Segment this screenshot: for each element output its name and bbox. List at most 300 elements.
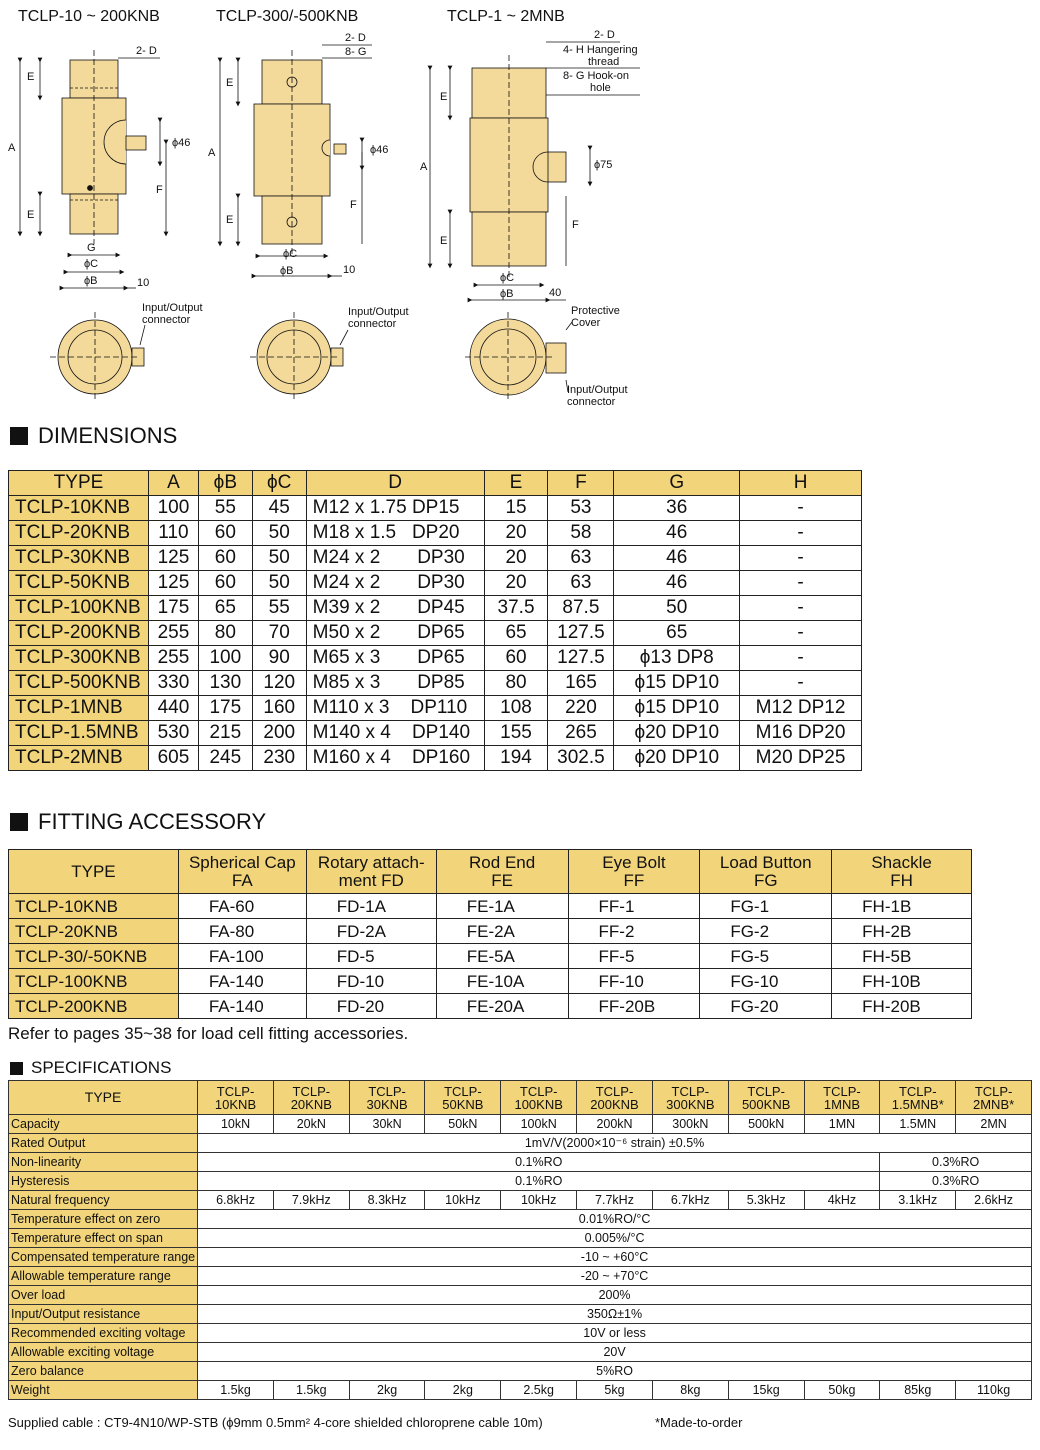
- spec-label-cell: Hysteresis: [9, 1172, 198, 1191]
- spec-label-cell: Natural frequency: [9, 1191, 198, 1210]
- fitting-note: Refer to pages 35~38 for load cell fitting accessories.: [8, 1024, 409, 1043]
- value-cell: 55: [252, 596, 306, 621]
- model-header-cell: TCLP- 20KNB: [273, 1081, 349, 1115]
- header-cell: Shackle FH: [832, 850, 972, 894]
- spec-value-cell: 110kg: [956, 1381, 1032, 1400]
- header-cell: F: [548, 471, 614, 496]
- specs-row: [9, 1229, 1032, 1248]
- specs-row: [9, 1324, 1032, 1343]
- spec-value-cell: 0.1%RO: [198, 1172, 880, 1191]
- type-cell: TCLP-100KNB: [9, 596, 149, 621]
- value-cell: FE-10A: [436, 969, 568, 994]
- value-cell: 50: [252, 546, 306, 571]
- value-cell: M16 DP20: [740, 721, 862, 746]
- value-cell: 200: [252, 721, 306, 746]
- value-cell: M140 x 4 DP140: [306, 721, 484, 746]
- value-cell: M12 DP12: [740, 696, 862, 721]
- spec-value-cell: 3.1kHz: [880, 1191, 956, 1210]
- value-cell: M24 x 2 DP30: [306, 546, 484, 571]
- type-cell: TCLP-100KNB: [9, 969, 179, 994]
- dim-label: E: [226, 214, 234, 226]
- header-cell: Eye Bolt FF: [568, 850, 700, 894]
- value-cell: 60: [198, 571, 252, 596]
- type-cell: TCLP-200KNB: [9, 994, 179, 1019]
- value-cell: FA-140: [178, 994, 306, 1019]
- fitting-row: [9, 994, 972, 1019]
- spec-value-cell: 1.5kg: [273, 1381, 349, 1400]
- value-cell: 160: [252, 696, 306, 721]
- dim-label: E: [440, 91, 448, 103]
- value-cell: 87.5: [548, 596, 614, 621]
- value-cell: M12 x 1.75 DP15: [306, 496, 484, 521]
- connector-label: Input/Output: [142, 302, 203, 314]
- value-cell: 80: [484, 671, 548, 696]
- value-cell: 100: [198, 646, 252, 671]
- technical-drawings: [0, 0, 1040, 420]
- value-cell: M50 x 2 DP65: [306, 621, 484, 646]
- value-cell: 65: [614, 621, 740, 646]
- model-header-cell: TCLP- 30KNB: [349, 1081, 425, 1115]
- value-cell: -: [740, 546, 862, 571]
- value-cell: 60: [198, 546, 252, 571]
- fitting-body: [9, 894, 972, 1019]
- dimensions-row: [9, 496, 862, 521]
- value-cell: 127.5: [548, 621, 614, 646]
- header-cell: E: [484, 471, 548, 496]
- value-cell: 215: [198, 721, 252, 746]
- type-cell: TCLP-50KNB: [9, 571, 149, 596]
- dim-label: A: [420, 161, 428, 173]
- value-cell: M18 x 1.5 DP20: [306, 521, 484, 546]
- value-cell: 15: [484, 496, 548, 521]
- value-cell: 63: [548, 546, 614, 571]
- dim-label: F: [350, 199, 357, 211]
- drawing-title-3: TCLP-1 ~ 2MNB: [447, 8, 565, 25]
- spec-label-cell: Compensated temperature range: [9, 1248, 198, 1267]
- spec-value-cell: 1.5MN: [880, 1115, 956, 1134]
- specs-row: [9, 1191, 1032, 1210]
- dim-label: ϕB: [500, 288, 514, 300]
- dim-label: E: [27, 209, 35, 221]
- dimensions-title: DIMENSIONS: [38, 423, 178, 448]
- value-cell: FF-2: [568, 919, 700, 944]
- value-cell: 230: [252, 746, 306, 771]
- dim-label: ϕ75: [594, 159, 613, 171]
- model-header-cell: TCLP- 300KNB: [652, 1081, 728, 1115]
- specs-row: [9, 1172, 1032, 1191]
- dimensions-heading: [10, 423, 177, 449]
- type-cell: TCLP-500KNB: [9, 671, 149, 696]
- value-cell: -: [740, 521, 862, 546]
- spec-value-cell: 85kg: [880, 1381, 956, 1400]
- value-cell: FF-1: [568, 894, 700, 919]
- model-header-cell: TCLP- 100KNB: [501, 1081, 577, 1115]
- dim-label: ϕC: [500, 272, 515, 284]
- dim-label: ϕC: [283, 248, 298, 260]
- value-cell: 50: [614, 596, 740, 621]
- spec-label-cell: Non-linearity: [9, 1153, 198, 1172]
- value-cell: 70: [252, 621, 306, 646]
- type-cell: TCLP-300KNB: [9, 646, 149, 671]
- value-cell: 36: [614, 496, 740, 521]
- spec-value-cell: 8kg: [652, 1381, 728, 1400]
- value-cell: M85 x 3 DP85: [306, 671, 484, 696]
- dimensions-row: [9, 721, 862, 746]
- dim-label: E: [226, 77, 234, 89]
- specs-row: [9, 1305, 1032, 1324]
- value-cell: -: [740, 646, 862, 671]
- type-cell: TCLP-10KNB: [9, 894, 179, 919]
- dim-label: 2- D: [594, 29, 615, 41]
- value-cell: FG-2: [700, 919, 832, 944]
- value-cell: 65: [198, 596, 252, 621]
- value-cell: 130: [198, 671, 252, 696]
- model-header-cell: TCLP- 500KNB: [728, 1081, 804, 1115]
- fitting-title: FITTING ACCESSORY: [38, 809, 267, 834]
- spec-label-cell: Allowable exciting voltage: [9, 1343, 198, 1362]
- value-cell: 50: [252, 521, 306, 546]
- value-cell: 155: [484, 721, 548, 746]
- dimensions-row: [9, 671, 862, 696]
- spec-value-cell: 10kN: [198, 1115, 274, 1134]
- header-cell: D: [306, 471, 484, 496]
- value-cell: FG-5: [700, 944, 832, 969]
- type-cell: TCLP-1.5MNB: [9, 721, 149, 746]
- value-cell: 440: [148, 696, 198, 721]
- spec-value-cell: 0.1%RO: [198, 1153, 880, 1172]
- specs-row: [9, 1248, 1032, 1267]
- header-cell: TYPE: [9, 850, 179, 894]
- header-cell: H: [740, 471, 862, 496]
- spec-label-cell: Temperature effect on zero: [9, 1210, 198, 1229]
- header-cell: Load Button FG: [700, 850, 832, 894]
- spec-value-cell: 0.3%RO: [880, 1172, 1032, 1191]
- value-cell: FD-10: [306, 969, 436, 994]
- value-cell: -: [740, 571, 862, 596]
- value-cell: 37.5: [484, 596, 548, 621]
- spec-value-cell: 30kN: [349, 1115, 425, 1134]
- spec-value-cell: -10 ~ +60°C: [198, 1248, 1032, 1267]
- specs-row: [9, 1286, 1032, 1305]
- value-cell: 175: [198, 696, 252, 721]
- spec-value-cell: 5%RO: [198, 1362, 1032, 1381]
- spec-value-cell: 1.5kg: [198, 1381, 274, 1400]
- value-cell: ϕ13 DP8: [614, 646, 740, 671]
- spec-value-cell: 2.5kg: [501, 1381, 577, 1400]
- specs-table: [8, 1080, 1032, 1400]
- dim-label: 4- H Hangering: [563, 44, 638, 56]
- value-cell: 65: [484, 621, 548, 646]
- value-cell: ϕ20 DP10: [614, 746, 740, 771]
- section-bullet-icon: [10, 427, 28, 445]
- spec-value-cell: 2kg: [425, 1381, 501, 1400]
- value-cell: 605: [148, 746, 198, 771]
- dim-label: E: [440, 235, 448, 247]
- value-cell: FF-20B: [568, 994, 700, 1019]
- type-cell: TCLP-20KNB: [9, 919, 179, 944]
- header-cell: G: [614, 471, 740, 496]
- value-cell: FD-1A: [306, 894, 436, 919]
- value-cell: 530: [148, 721, 198, 746]
- value-cell: 110: [148, 521, 198, 546]
- fitting-heading: [10, 809, 266, 835]
- value-cell: FE-5A: [436, 944, 568, 969]
- specs-title: SPECIFICATIONS: [31, 1058, 172, 1077]
- value-cell: M160 x 4 DP160: [306, 746, 484, 771]
- dim-label: ϕ46: [370, 144, 389, 156]
- value-cell: -: [740, 496, 862, 521]
- spec-value-cell: 2kg: [349, 1381, 425, 1400]
- spec-value-cell: 50kN: [425, 1115, 501, 1134]
- type-cell: TCLP-30/-50KNB: [9, 944, 179, 969]
- spec-value-cell: 0.005%/°C: [198, 1229, 1032, 1248]
- specs-row: [9, 1115, 1032, 1134]
- model-header-cell: TCLP- 50KNB: [425, 1081, 501, 1115]
- specs-body: [9, 1115, 1032, 1400]
- spec-label-cell: Allowable temperature range: [9, 1267, 198, 1286]
- connector-label: Input/Output: [567, 384, 628, 396]
- value-cell: 55: [198, 496, 252, 521]
- spec-value-cell: -20 ~ +70°C: [198, 1267, 1032, 1286]
- model-header-cell: TCLP- 200KNB: [577, 1081, 653, 1115]
- dimensions-row: [9, 546, 862, 571]
- value-cell: ϕ20 DP10: [614, 721, 740, 746]
- value-cell: M110 x 3 DP110: [306, 696, 484, 721]
- specs-row: [9, 1153, 1032, 1172]
- header-cell: A: [148, 471, 198, 496]
- spec-label-cell: Zero balance: [9, 1362, 198, 1381]
- value-cell: M65 x 3 DP65: [306, 646, 484, 671]
- spec-label-cell: Recommended exciting voltage: [9, 1324, 198, 1343]
- dimensions-row: [9, 646, 862, 671]
- specs-heading: [10, 1058, 171, 1078]
- dim-label: 8- G Hook-on: [563, 70, 630, 82]
- spec-value-cell: 4kHz: [804, 1191, 880, 1210]
- spec-value-cell: 1mV/V(2000×10⁻⁶ strain) ±0.5%: [198, 1134, 1032, 1153]
- header-cell: Rod End FE: [436, 850, 568, 894]
- value-cell: FA-140: [178, 969, 306, 994]
- spec-value-cell: 2.6kHz: [956, 1191, 1032, 1210]
- value-cell: 330: [148, 671, 198, 696]
- spec-label-cell: Input/Output resistance: [9, 1305, 198, 1324]
- spec-value-cell: 10kHz: [425, 1191, 501, 1210]
- dimensions-table: [8, 470, 862, 771]
- value-cell: FG-1: [700, 894, 832, 919]
- value-cell: -: [740, 671, 862, 696]
- spec-value-cell: 300kN: [652, 1115, 728, 1134]
- value-cell: 46: [614, 546, 740, 571]
- value-cell: FD-2A: [306, 919, 436, 944]
- spec-value-cell: 20kN: [273, 1115, 349, 1134]
- spec-value-cell: 7.9kHz: [273, 1191, 349, 1210]
- value-cell: FG-20: [700, 994, 832, 1019]
- value-cell: 90: [252, 646, 306, 671]
- fitting-row: [9, 894, 972, 919]
- model-header-cell: TCLP- 1.5MNB*: [880, 1081, 956, 1115]
- spec-value-cell: 8.3kHz: [349, 1191, 425, 1210]
- value-cell: 265: [548, 721, 614, 746]
- header-cell: Rotary attach- ment FD: [306, 850, 436, 894]
- value-cell: 255: [148, 621, 198, 646]
- type-cell: TCLP-200KNB: [9, 621, 149, 646]
- specs-row: [9, 1381, 1032, 1400]
- spec-value-cell: 0.01%RO/°C: [198, 1210, 1032, 1229]
- spec-value-cell: 7.7kHz: [577, 1191, 653, 1210]
- spec-value-cell: 10kHz: [501, 1191, 577, 1210]
- type-cell: TCLP-20KNB: [9, 521, 149, 546]
- value-cell: FF-10: [568, 969, 700, 994]
- value-cell: 255: [148, 646, 198, 671]
- value-cell: 80: [198, 621, 252, 646]
- value-cell: 127.5: [548, 646, 614, 671]
- fitting-row: [9, 969, 972, 994]
- dimensions-row: [9, 696, 862, 721]
- value-cell: 58: [548, 521, 614, 546]
- value-cell: 60: [198, 521, 252, 546]
- drawing-title-1: TCLP-10 ~ 200KNB: [18, 8, 160, 25]
- value-cell: 53: [548, 496, 614, 521]
- value-cell: 45: [252, 496, 306, 521]
- dim-label: G: [87, 242, 96, 254]
- header-cell: TYPE: [9, 1081, 198, 1115]
- dim-label: F: [156, 184, 163, 196]
- made-to-order-note: *Made-to-order: [655, 1415, 743, 1430]
- dimensions-row: [9, 746, 862, 771]
- value-cell: 20: [484, 521, 548, 546]
- dim-label: ϕB: [84, 275, 98, 287]
- spec-value-cell: 5.3kHz: [728, 1191, 804, 1210]
- value-cell: 125: [148, 571, 198, 596]
- value-cell: 245: [198, 746, 252, 771]
- spec-value-cell: 2MN: [956, 1115, 1032, 1134]
- value-cell: -: [740, 596, 862, 621]
- cover-label: Protective: [571, 305, 620, 317]
- dim-label: 8- G: [345, 46, 367, 58]
- dimensions-row: [9, 571, 862, 596]
- spec-value-cell: 350Ω±1%: [198, 1305, 1032, 1324]
- value-cell: 20: [484, 571, 548, 596]
- value-cell: M39 x 2 DP45: [306, 596, 484, 621]
- connector-label: connector: [142, 314, 191, 326]
- dimensions-row: [9, 621, 862, 646]
- drawing-title-2: TCLP-300/-500KNB: [216, 8, 359, 25]
- spec-value-cell: 6.7kHz: [652, 1191, 728, 1210]
- dim-label: A: [208, 147, 216, 159]
- spec-value-cell: 100kN: [501, 1115, 577, 1134]
- value-cell: 165: [548, 671, 614, 696]
- value-cell: 50: [252, 571, 306, 596]
- dim-label: A: [8, 142, 16, 154]
- value-cell: ϕ15 DP10: [614, 696, 740, 721]
- specs-header-row: [9, 1081, 1032, 1115]
- specs-row: [9, 1134, 1032, 1153]
- dim-label: ϕB: [280, 265, 294, 277]
- specs-row: [9, 1210, 1032, 1229]
- dim-label: 40: [549, 287, 562, 299]
- connector-label: connector: [348, 318, 397, 330]
- dim-label: thread: [588, 56, 620, 68]
- value-cell: 108: [484, 696, 548, 721]
- header-cell: TYPE: [9, 471, 149, 496]
- value-cell: 63: [548, 571, 614, 596]
- specs-row: [9, 1267, 1032, 1286]
- value-cell: FF-5: [568, 944, 700, 969]
- spec-value-cell: 200%: [198, 1286, 1032, 1305]
- value-cell: M20 DP25: [740, 746, 862, 771]
- value-cell: 60: [484, 646, 548, 671]
- type-cell: TCLP-1MNB: [9, 696, 149, 721]
- spec-value-cell: 10V or less: [198, 1324, 1032, 1343]
- dim-label: hole: [590, 82, 611, 94]
- value-cell: FH-10B: [832, 969, 972, 994]
- dimensions-row: [9, 596, 862, 621]
- spec-value-cell: 0.3%RO: [880, 1153, 1032, 1172]
- value-cell: FD-20: [306, 994, 436, 1019]
- value-cell: FA-80: [178, 919, 306, 944]
- type-cell: TCLP-2MNB: [9, 746, 149, 771]
- dimensions-body: [9, 496, 862, 771]
- dim-label: 10: [343, 264, 356, 276]
- value-cell: 100: [148, 496, 198, 521]
- value-cell: 120: [252, 671, 306, 696]
- value-cell: ϕ15 DP10: [614, 671, 740, 696]
- fitting-table: [8, 849, 972, 1019]
- cover-label: Cover: [571, 317, 601, 329]
- specs-row: [9, 1343, 1032, 1362]
- value-cell: FH-5B: [832, 944, 972, 969]
- value-cell: FE-20A: [436, 994, 568, 1019]
- value-cell: 20: [484, 546, 548, 571]
- spec-value-cell: 200kN: [577, 1115, 653, 1134]
- spec-label-cell: Temperature effect on span: [9, 1229, 198, 1248]
- value-cell: FH-20B: [832, 994, 972, 1019]
- value-cell: FH-1B: [832, 894, 972, 919]
- section-bullet-icon: [10, 813, 28, 831]
- spec-value-cell: 5kg: [577, 1381, 653, 1400]
- header-cell: Spherical Cap FA: [178, 850, 306, 894]
- type-cell: TCLP-10KNB: [9, 496, 149, 521]
- dim-label: E: [27, 71, 35, 83]
- spec-value-cell: 500kN: [728, 1115, 804, 1134]
- dim-label: ϕC: [84, 258, 99, 270]
- spec-value-cell: 1MN: [804, 1115, 880, 1134]
- connector-label: connector: [567, 396, 616, 408]
- value-cell: FA-100: [178, 944, 306, 969]
- fitting-header-row: [9, 850, 972, 894]
- value-cell: 302.5: [548, 746, 614, 771]
- dim-label: 2- D: [345, 32, 366, 44]
- spec-label-cell: Weight: [9, 1381, 198, 1400]
- value-cell: 46: [614, 521, 740, 546]
- value-cell: FA-60: [178, 894, 306, 919]
- value-cell: -: [740, 621, 862, 646]
- fitting-row: [9, 919, 972, 944]
- header-cell: ϕC: [252, 471, 306, 496]
- value-cell: FH-2B: [832, 919, 972, 944]
- spec-label-cell: Rated Output: [9, 1134, 198, 1153]
- value-cell: FG-10: [700, 969, 832, 994]
- value-cell: 46: [614, 571, 740, 596]
- value-cell: 125: [148, 546, 198, 571]
- model-header-cell: TCLP- 1MNB: [804, 1081, 880, 1115]
- dim-label: F: [572, 219, 579, 231]
- spec-value-cell: 6.8kHz: [198, 1191, 274, 1210]
- model-header-cell: TCLP- 2MNB*: [956, 1081, 1032, 1115]
- dim-label: ϕ46: [172, 137, 191, 149]
- connector-label: Input/Output: [348, 306, 409, 318]
- value-cell: FE-2A: [436, 919, 568, 944]
- model-header-cell: TCLP- 10KNB: [198, 1081, 274, 1115]
